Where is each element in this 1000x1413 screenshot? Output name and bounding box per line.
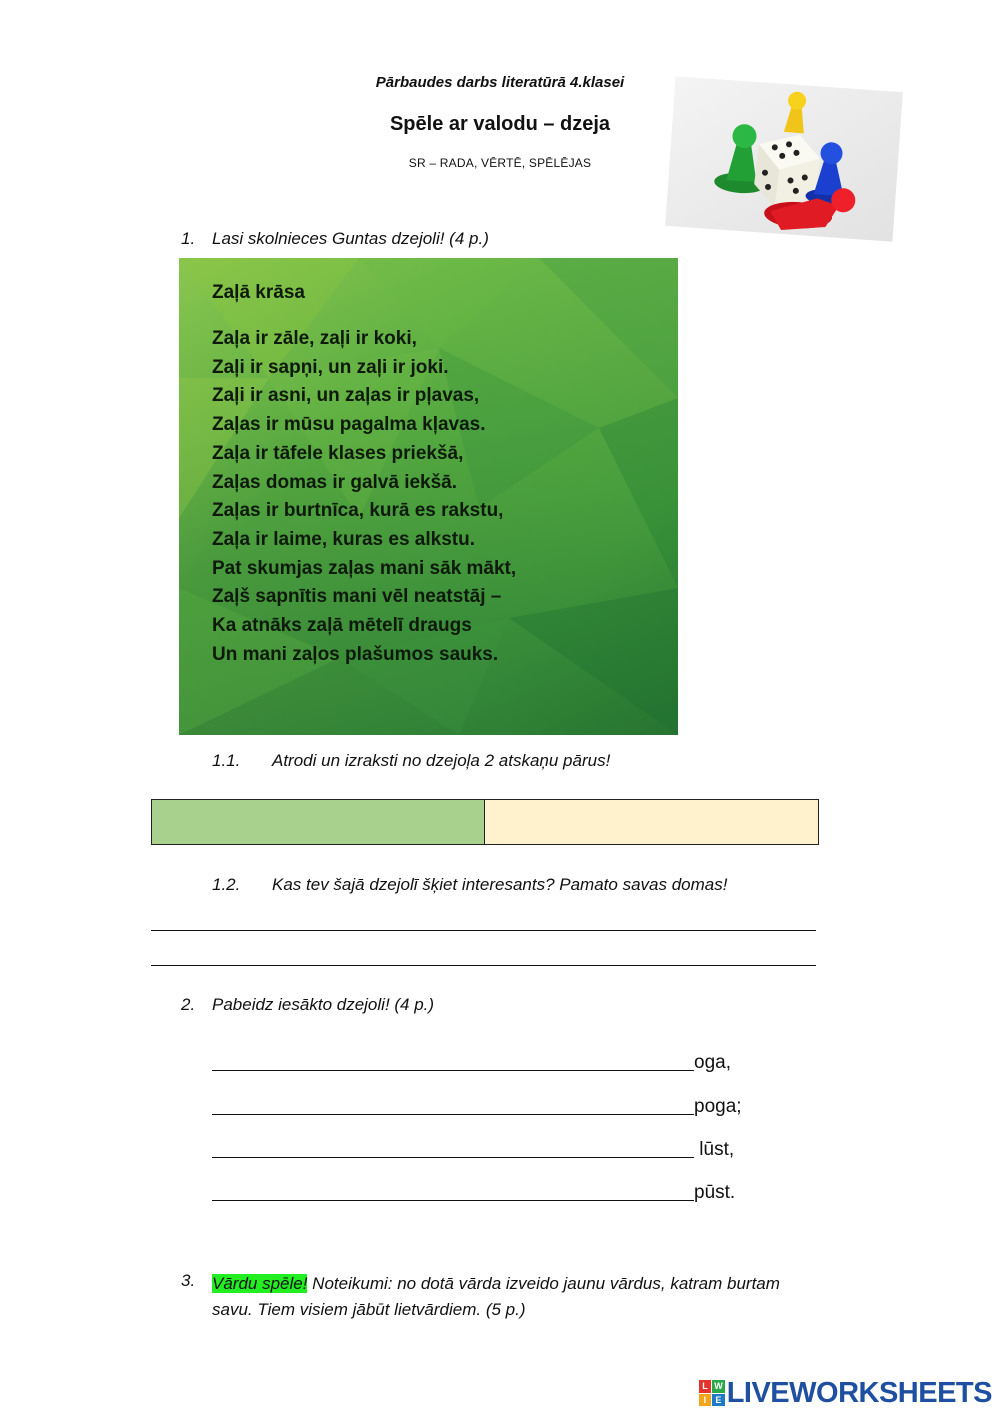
poem-box <box>179 258 678 735</box>
task-1-number: 1. <box>181 229 196 248</box>
logo-letter: I <box>699 1394 712 1407</box>
poem-completion-row <box>212 1046 772 1076</box>
poem-title: Zaļā krāsa <box>212 282 305 303</box>
task-3-text <box>212 1271 852 1323</box>
task-1-2-number: 1.2. <box>212 875 241 894</box>
task-2-number: 2. <box>181 995 196 1014</box>
poem-line: Zaļi ir sapņi, un zaļi ir joki. <box>212 356 449 378</box>
poem-lines <box>212 325 516 669</box>
opinion-answer-line-2[interactable] <box>151 965 816 966</box>
task-3-rules-line-2: savu. Tiem visiem jābūt lietvārdiem. (5 p.) <box>212 1300 526 1319</box>
poem-completion-blank[interactable] <box>212 1157 694 1158</box>
task-1-text: Lasi skolnieces Guntas dzejoli! (4 p.) <box>212 229 489 248</box>
liveworksheets-logo-icon <box>699 1380 725 1406</box>
task-3-rules-line-1: Noteikumi: no dotā vārda izveido jaunu vārdus, katram burtam <box>307 1274 780 1293</box>
poem-line: Zaļas ir mūsu pagalma kļavas. <box>212 414 486 436</box>
task-1-1-text: Atrodi un izraksti no dzejoļa 2 atskaņu pārus! <box>272 751 611 770</box>
poem-line: Un mani zaļos plašumos sauks. <box>212 643 499 665</box>
poem-line: Zaļa ir tāfele klases priekšā, <box>212 442 464 464</box>
poem-line: Zaļas domas ir galvā iekšā. <box>212 471 458 493</box>
poem-line: Zaļas ir burtnīca, kurā es rakstu, <box>212 500 504 522</box>
worksheet-title: Spēle ar valodu – dzeja <box>389 113 611 135</box>
logo-letter: W <box>714 1381 723 1392</box>
logo-letter: L <box>699 1380 712 1393</box>
worksheet-subtitle: SR – RADA, VĒRTĒ, SPĒLĒJAS <box>408 156 592 170</box>
poem-line: Pat skumjas zaļas mani sāk mākt, <box>212 557 517 579</box>
poem-line: Zaļš sapnītis mani vēl neatstāj – <box>212 586 502 608</box>
poem-completion-ending: lūst, <box>694 1139 735 1160</box>
poem-completion-blank[interactable] <box>212 1070 694 1071</box>
board-game-image <box>665 76 903 242</box>
task-1-2-text: Kas tev šajā dzejolī šķiet interesants? Pamato savas domas! <box>272 875 728 894</box>
poem-completion-ending: poga; <box>694 1096 742 1117</box>
poem-completion-ending: pūst. <box>694 1182 736 1203</box>
poem-completion-ending: oga, <box>694 1052 731 1073</box>
task-1-1-number: 1.1. <box>212 751 241 770</box>
liveworksheets-logo <box>699 1376 992 1410</box>
word-game-highlight: Vārdu spēle! <box>212 1274 308 1293</box>
poem-completion-row <box>212 1176 772 1206</box>
poem-completion-blank[interactable] <box>212 1114 694 1115</box>
task-3-number: 3. <box>181 1271 196 1290</box>
poem-completion-blank[interactable] <box>212 1200 694 1201</box>
poem-line: Ka atnāks zaļā mētelī draugs <box>212 615 472 637</box>
poem-line: Zaļa ir zāle, zaļi ir koki, <box>212 328 417 349</box>
poem-line: Zaļa ir laime, kuras es alkstu. <box>212 528 475 550</box>
worksheet-small-title: Pārbaudes darbs literatūrā 4.klasei <box>375 74 625 91</box>
poem-line: Zaļi ir asni, un zaļas ir pļavas, <box>212 385 480 407</box>
rhyme-answer-field-1[interactable] <box>151 799 485 845</box>
liveworksheets-logo-text: LIVEWORKSHEETS <box>726 1376 992 1409</box>
task-2-text: Pabeidz iesākto dzejoli! (4 p.) <box>212 995 435 1014</box>
opinion-answer-line-1[interactable] <box>151 930 816 931</box>
poem-completion-row <box>212 1090 772 1120</box>
rhyme-answer-field-2[interactable] <box>484 799 819 845</box>
logo-letter: E <box>712 1394 725 1407</box>
poem-completion-row <box>212 1133 772 1163</box>
